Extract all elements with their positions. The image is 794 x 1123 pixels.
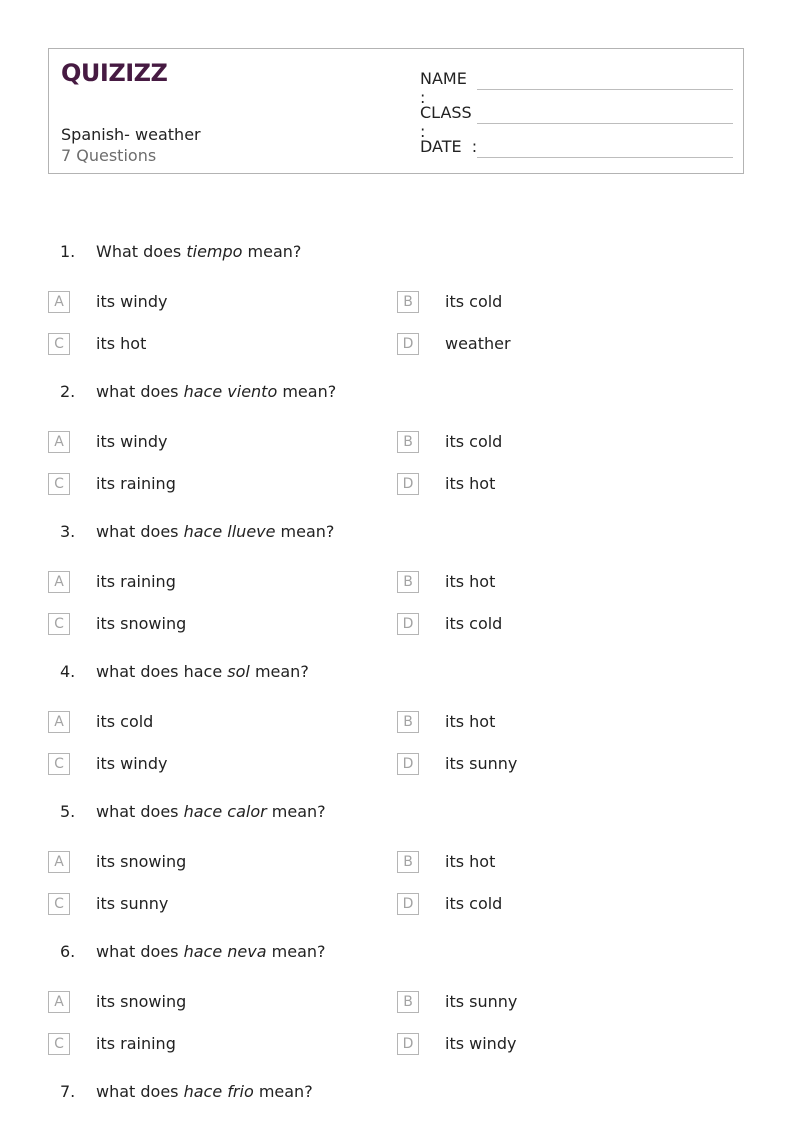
question-number: 5. bbox=[60, 802, 76, 821]
option-text: its raining bbox=[96, 1034, 176, 1053]
option-text: its snowing bbox=[96, 852, 187, 871]
option-text: its cold bbox=[96, 712, 154, 731]
option-text: weather bbox=[445, 334, 511, 353]
question-text bbox=[96, 942, 326, 961]
question-term: hace frio bbox=[183, 1082, 254, 1101]
question-text-part: what does bbox=[96, 522, 184, 541]
question-text bbox=[96, 242, 301, 261]
question-number: 3. bbox=[60, 522, 76, 541]
option-letter-box[interactable]: B bbox=[397, 851, 419, 873]
option-text: its hot bbox=[445, 852, 496, 871]
option-letter-box[interactable]: A bbox=[48, 431, 70, 453]
question-text-part: what does hace bbox=[96, 662, 228, 681]
option-text: its cold bbox=[445, 292, 503, 311]
option-letter-box[interactable]: D bbox=[397, 473, 419, 495]
option-text: its raining bbox=[96, 572, 176, 591]
option-letter-box[interactable]: B bbox=[397, 291, 419, 313]
question-number: 7. bbox=[60, 1082, 76, 1101]
option-letter-box[interactable]: D bbox=[397, 613, 419, 635]
question-term: tiempo bbox=[186, 242, 243, 261]
question-term: hace llueve bbox=[183, 522, 276, 541]
option-text: its sunny bbox=[445, 754, 518, 773]
option-text: its windy bbox=[96, 754, 168, 773]
option-letter-box[interactable]: A bbox=[48, 291, 70, 313]
question-text bbox=[96, 1082, 313, 1101]
option-letter-box[interactable]: A bbox=[48, 711, 70, 733]
question-text-part: mean? bbox=[275, 522, 335, 541]
question-term: hace neva bbox=[183, 942, 267, 961]
option-letter-box[interactable]: A bbox=[48, 571, 70, 593]
question-text-part: what does bbox=[96, 802, 184, 821]
question-number: 2. bbox=[60, 382, 76, 401]
option-letter-box[interactable]: C bbox=[48, 613, 70, 635]
option-letter-box[interactable]: C bbox=[48, 753, 70, 775]
option-letter-box[interactable]: A bbox=[48, 991, 70, 1013]
question-text-part: mean? bbox=[266, 802, 326, 821]
date-label: DATE : bbox=[420, 137, 478, 156]
option-text: its cold bbox=[445, 894, 503, 913]
question-text bbox=[96, 382, 336, 401]
question-count: 7 Questions bbox=[61, 146, 157, 165]
option-text: its cold bbox=[445, 614, 503, 633]
question-text-part: what does bbox=[96, 942, 184, 961]
option-letter-box[interactable]: C bbox=[48, 1033, 70, 1055]
option-letter-box[interactable]: D bbox=[397, 333, 419, 355]
question-term: hace calor bbox=[183, 802, 267, 821]
option-text: its windy bbox=[445, 1034, 517, 1053]
option-text: its windy bbox=[96, 432, 168, 451]
option-letter-box[interactable]: D bbox=[397, 753, 419, 775]
option-letter-box[interactable]: C bbox=[48, 473, 70, 495]
question-text-part: what does bbox=[96, 382, 184, 401]
option-text: its cold bbox=[445, 432, 503, 451]
option-letter-box[interactable]: A bbox=[48, 851, 70, 873]
worksheet-title: Spanish- weather bbox=[61, 125, 201, 144]
option-text: its sunny bbox=[445, 992, 518, 1011]
option-text: its sunny bbox=[96, 894, 169, 913]
question-text-part: mean? bbox=[277, 382, 337, 401]
option-text: its hot bbox=[445, 572, 496, 591]
option-letter-box[interactable]: B bbox=[397, 571, 419, 593]
option-letter-box[interactable]: B bbox=[397, 711, 419, 733]
question-text bbox=[96, 662, 309, 681]
option-text: its snowing bbox=[96, 614, 187, 633]
question-term: hace viento bbox=[183, 382, 278, 401]
option-text: its snowing bbox=[96, 992, 187, 1011]
option-letter-box[interactable]: B bbox=[397, 431, 419, 453]
option-text: its windy bbox=[96, 292, 168, 311]
question-text-part: what does bbox=[96, 1082, 184, 1101]
question-number: 1. bbox=[60, 242, 76, 261]
option-letter-box[interactable]: C bbox=[48, 333, 70, 355]
question-text-part: mean? bbox=[249, 662, 309, 681]
option-text: its raining bbox=[96, 474, 176, 493]
quizizz-logo: QUIZIZZ bbox=[61, 59, 168, 87]
option-letter-box[interactable]: B bbox=[397, 991, 419, 1013]
question-term: sol bbox=[227, 662, 250, 681]
question-text bbox=[96, 522, 334, 541]
option-text: its hot bbox=[445, 474, 496, 493]
question-text-part: mean? bbox=[253, 1082, 313, 1101]
question-text-part: mean? bbox=[242, 242, 302, 261]
question-text-part: What does bbox=[96, 242, 187, 261]
option-text: its hot bbox=[445, 712, 496, 731]
question-number: 4. bbox=[60, 662, 76, 681]
question-number: 6. bbox=[60, 942, 76, 961]
option-letter-box[interactable]: C bbox=[48, 893, 70, 915]
name-label: NAME : bbox=[420, 69, 467, 107]
option-letter-box[interactable]: D bbox=[397, 893, 419, 915]
question-text-part: mean? bbox=[266, 942, 326, 961]
class-label: CLASS : bbox=[420, 103, 472, 141]
question-text bbox=[96, 802, 326, 821]
option-letter-box[interactable]: D bbox=[397, 1033, 419, 1055]
option-text: its hot bbox=[96, 334, 147, 353]
